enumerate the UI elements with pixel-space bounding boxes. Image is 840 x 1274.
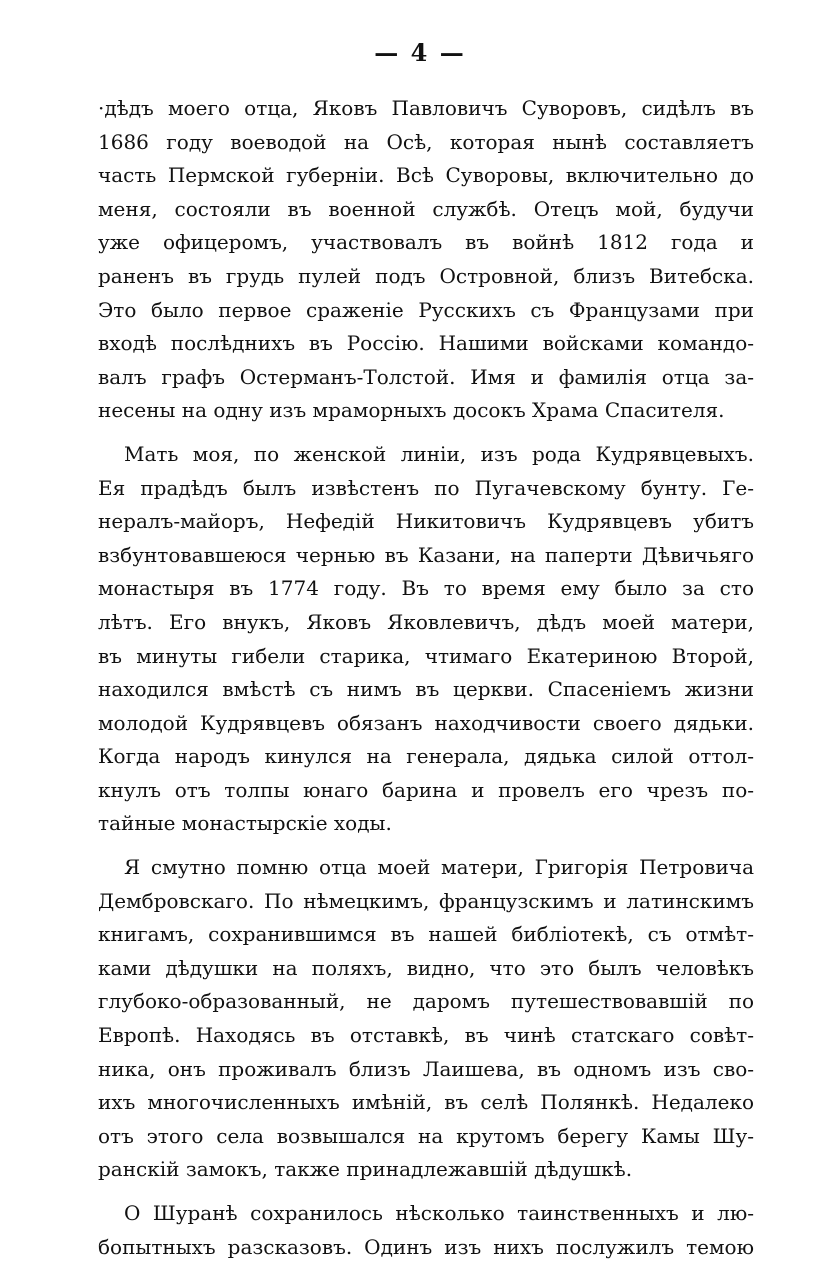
text-line: несены на одну изъ мраморныхъ досокъ Храма Спасителя. bbox=[98, 398, 725, 423]
text-line: ника, онъ проживалъ близъ Лаишева, въ одномъ изъ сво- bbox=[98, 1056, 754, 1081]
paragraph-1 bbox=[98, 92, 754, 428]
paragraph-4 bbox=[98, 1197, 754, 1264]
text-line: находился вмѣстѣ съ нимъ въ церкви. Спасеніемъ жизни bbox=[98, 677, 754, 702]
text-line: Дембровскаго. По нѣмецкимъ, французскимъ и латинскимъ bbox=[98, 888, 754, 913]
text-line: валъ графъ Остерманъ-Толстой. Имя и фамилія отца за- bbox=[98, 364, 754, 389]
text-line: нералъ-майоръ, Нефедій Никитовичъ Кудрявцевъ убитъ bbox=[98, 509, 754, 534]
text-line: входѣ послѣднихъ въ Россію. Нашими войсками командо- bbox=[98, 331, 754, 356]
text-line: бопытныхъ разсказовъ. Одинъ изъ нихъ послужилъ темою bbox=[98, 1234, 754, 1259]
text-line: ранскій замокъ, также принадлежавшій дѣдушкѣ. bbox=[98, 1157, 633, 1182]
text-line: ихъ многочисленныхъ имѣній, въ селѣ Полянкѣ. Недалеко bbox=[98, 1090, 754, 1115]
text-line: Я смутно помню отца моей матери, Григорія Петровича bbox=[124, 855, 754, 880]
text-line: Европѣ. Находясь въ отставкѣ, въ чинѣ статскаго совѣт- bbox=[98, 1023, 754, 1048]
paragraph-3 bbox=[98, 851, 754, 1187]
text-line: молодой Кудрявцевъ обязанъ находчивости своего дядьки. bbox=[98, 710, 754, 735]
text-line: 1686 году воеводой на Осѣ, которая нынѣ составляетъ bbox=[98, 129, 754, 154]
text-line: часть Пермской губерніи. Всѣ Суворовы, включительно до bbox=[98, 163, 754, 188]
text-line: Когда народъ кинулся на генерала, дядька силой оттол- bbox=[98, 744, 754, 769]
text-line: книгамъ, сохранившимся въ нашей библіотекѣ, съ отмѣт- bbox=[98, 922, 754, 947]
page-number: — 4 — bbox=[374, 38, 466, 67]
text-line: лѣтъ. Его внукъ, Яковъ Яковлевичъ, дѣдъ моей матери, bbox=[98, 609, 754, 634]
text-line: взбунтовавшеюся чернью въ Казани, на паперти Дѣвичьяго bbox=[98, 542, 754, 567]
text-line: ками дѣдушки на поляхъ, видно, что это былъ человѣкъ bbox=[98, 955, 754, 980]
body-text bbox=[98, 92, 754, 1274]
text-line: меня, состояли въ военной службѣ. Отецъ мой, будучи bbox=[98, 196, 754, 221]
text-line: Ея прадѣдъ былъ извѣстенъ по Пугачевскому бунту. Ге- bbox=[98, 475, 754, 500]
text-line: О Шуранѣ сохранилось нѣсколько таинственныхъ и лю- bbox=[124, 1201, 754, 1225]
text-line: Это было первое сраженіе Русскихъ съ Французами при bbox=[98, 297, 754, 322]
text-line: уже офицеромъ, участвовалъ въ войнѣ 1812 года и bbox=[98, 230, 754, 255]
text-line: ·дѣдъ моего отца, Яковъ Павловичъ Суворовъ, сидѣлъ въ bbox=[98, 96, 754, 120]
text-line: глубоко-образованный, не даромъ путешествовавшій по bbox=[98, 989, 754, 1014]
paragraph-2 bbox=[98, 438, 754, 841]
text-line: раненъ въ грудь пулей подъ Островной, близъ Витебска. bbox=[98, 263, 754, 288]
text-line: монастыря въ 1774 году. Въ то время ему было за сто bbox=[98, 576, 754, 601]
text-line: въ минуты гибели старика, чтимаго Екатериною Второй, bbox=[98, 643, 754, 668]
text-line: тайные монастырскіе ходы. bbox=[98, 811, 392, 836]
text-line: Мать моя, по женской линіи, изъ рода Кудрявцевыхъ. bbox=[124, 441, 754, 466]
text-line: кнулъ отъ толпы юнаго барина и провелъ его чрезъ по- bbox=[98, 777, 754, 802]
text-line: отъ этого села возвышался на крутомъ берегу Камы Шу- bbox=[98, 1123, 754, 1148]
